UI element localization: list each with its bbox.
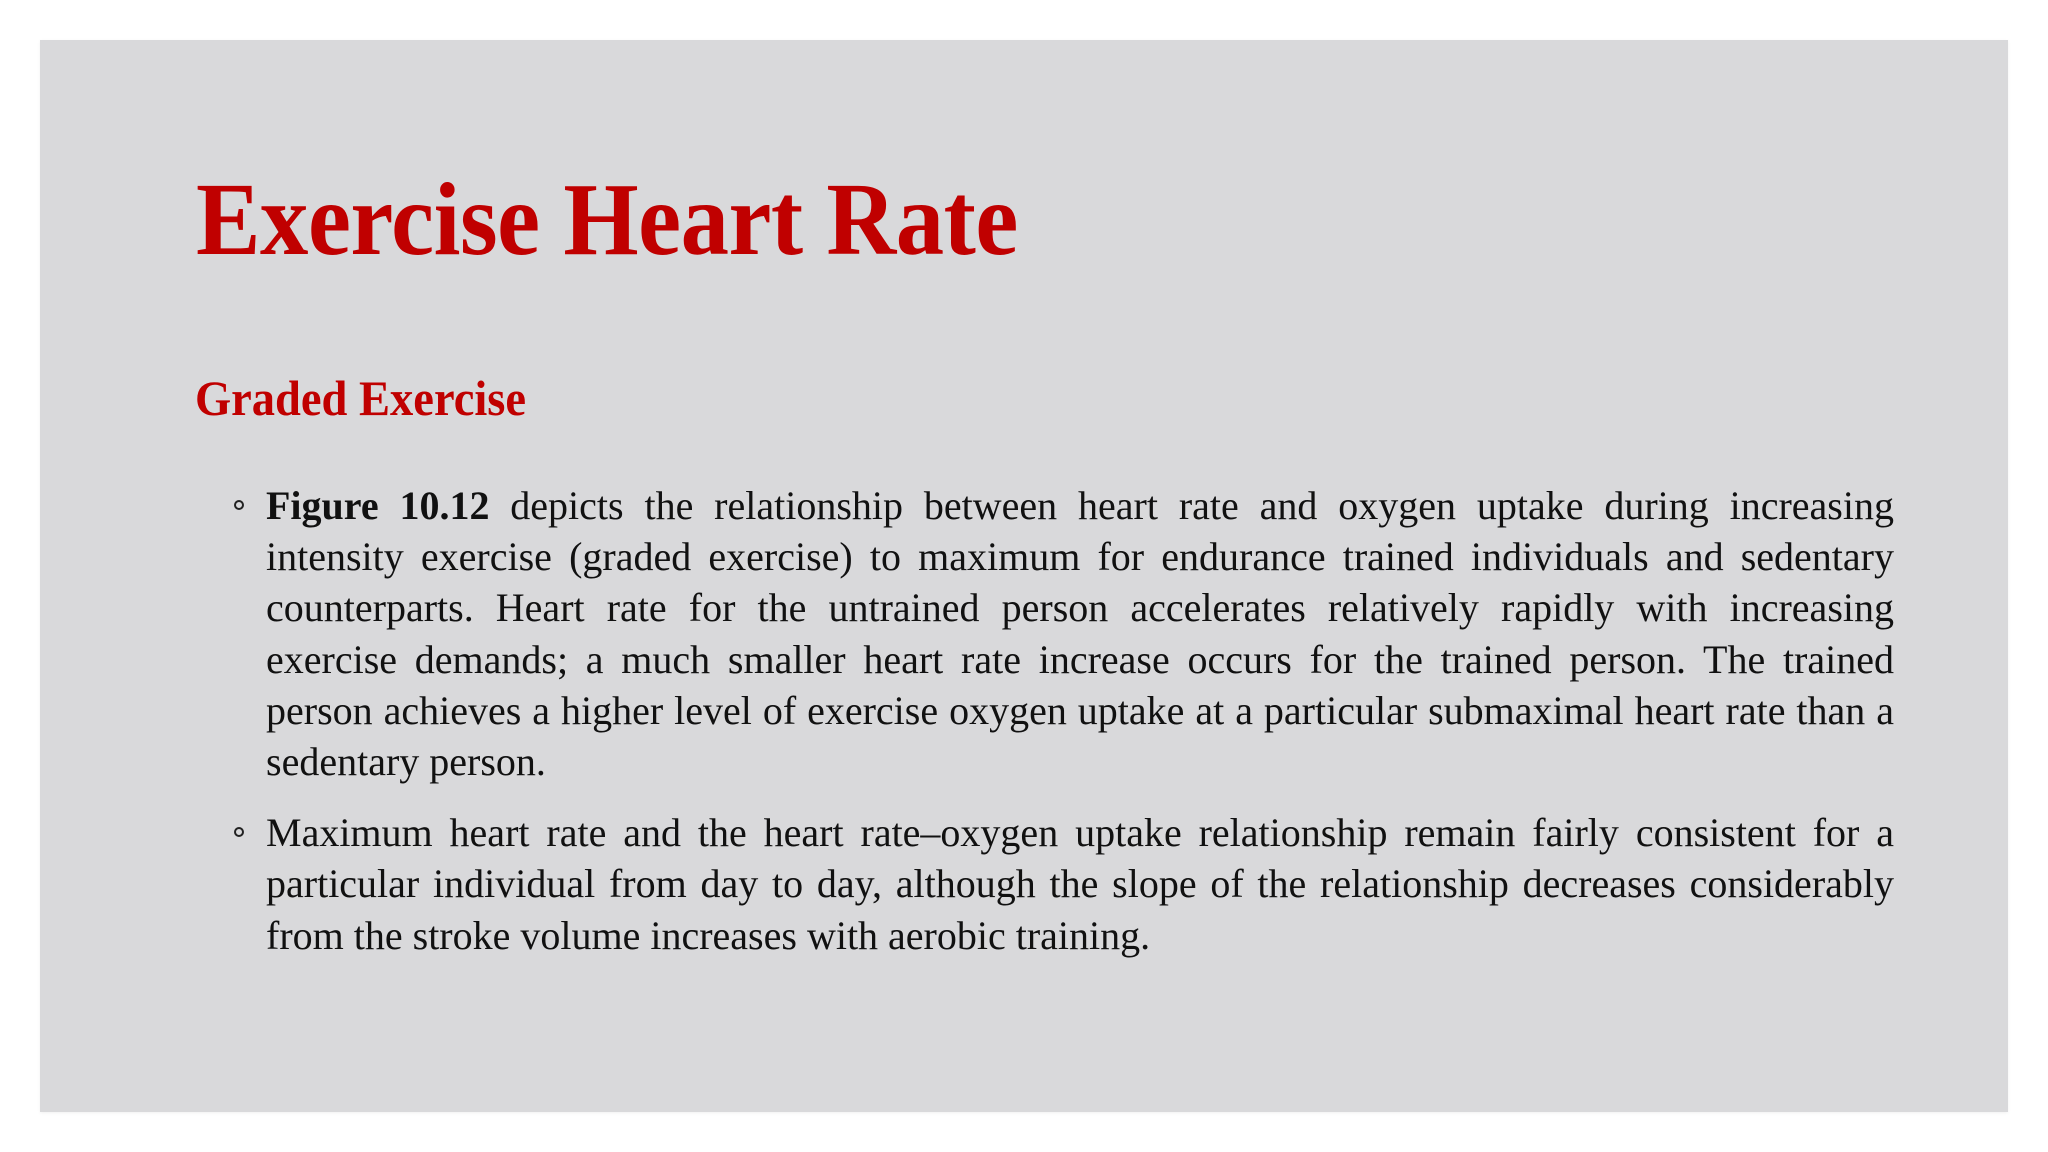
bullet-item-figure-description: [226, 480, 1894, 787]
bullet-text: Maximum heart rate and the heart rate–oxygen uptake relationship remain fairly consistent for a particular individual from day to day, although the slope of the relationship decreases considerably from the stroke volume increases with aerobic training.: [266, 810, 1894, 958]
slide: [40, 40, 2008, 1112]
bullet-list: [226, 480, 1894, 961]
bullet-item-max-heart-rate: [226, 807, 1894, 961]
slide-subtitle: Graded Exercise: [195, 370, 527, 426]
slide-title: Exercise Heart Rate: [196, 162, 1018, 277]
figure-reference: Figure 10.12: [266, 483, 490, 528]
hollow-circle-bullet-icon: [234, 827, 244, 837]
hollow-circle-bullet-icon: [234, 500, 244, 510]
bullet-text: depicts the relationship between heart rate and oxygen uptake during increasing intensity exercise (graded exercise) to maximum for endurance trained individuals and sedentary counterparts. Heart rate for the untrained person accelerates relatively rapidly with increasing exercise demands; a much smaller heart rate increase occurs for the trained person. The trained person achieves a higher level of exercise oxygen uptake at a particular submaximal heart rate than a sedentary person.: [266, 483, 1894, 785]
